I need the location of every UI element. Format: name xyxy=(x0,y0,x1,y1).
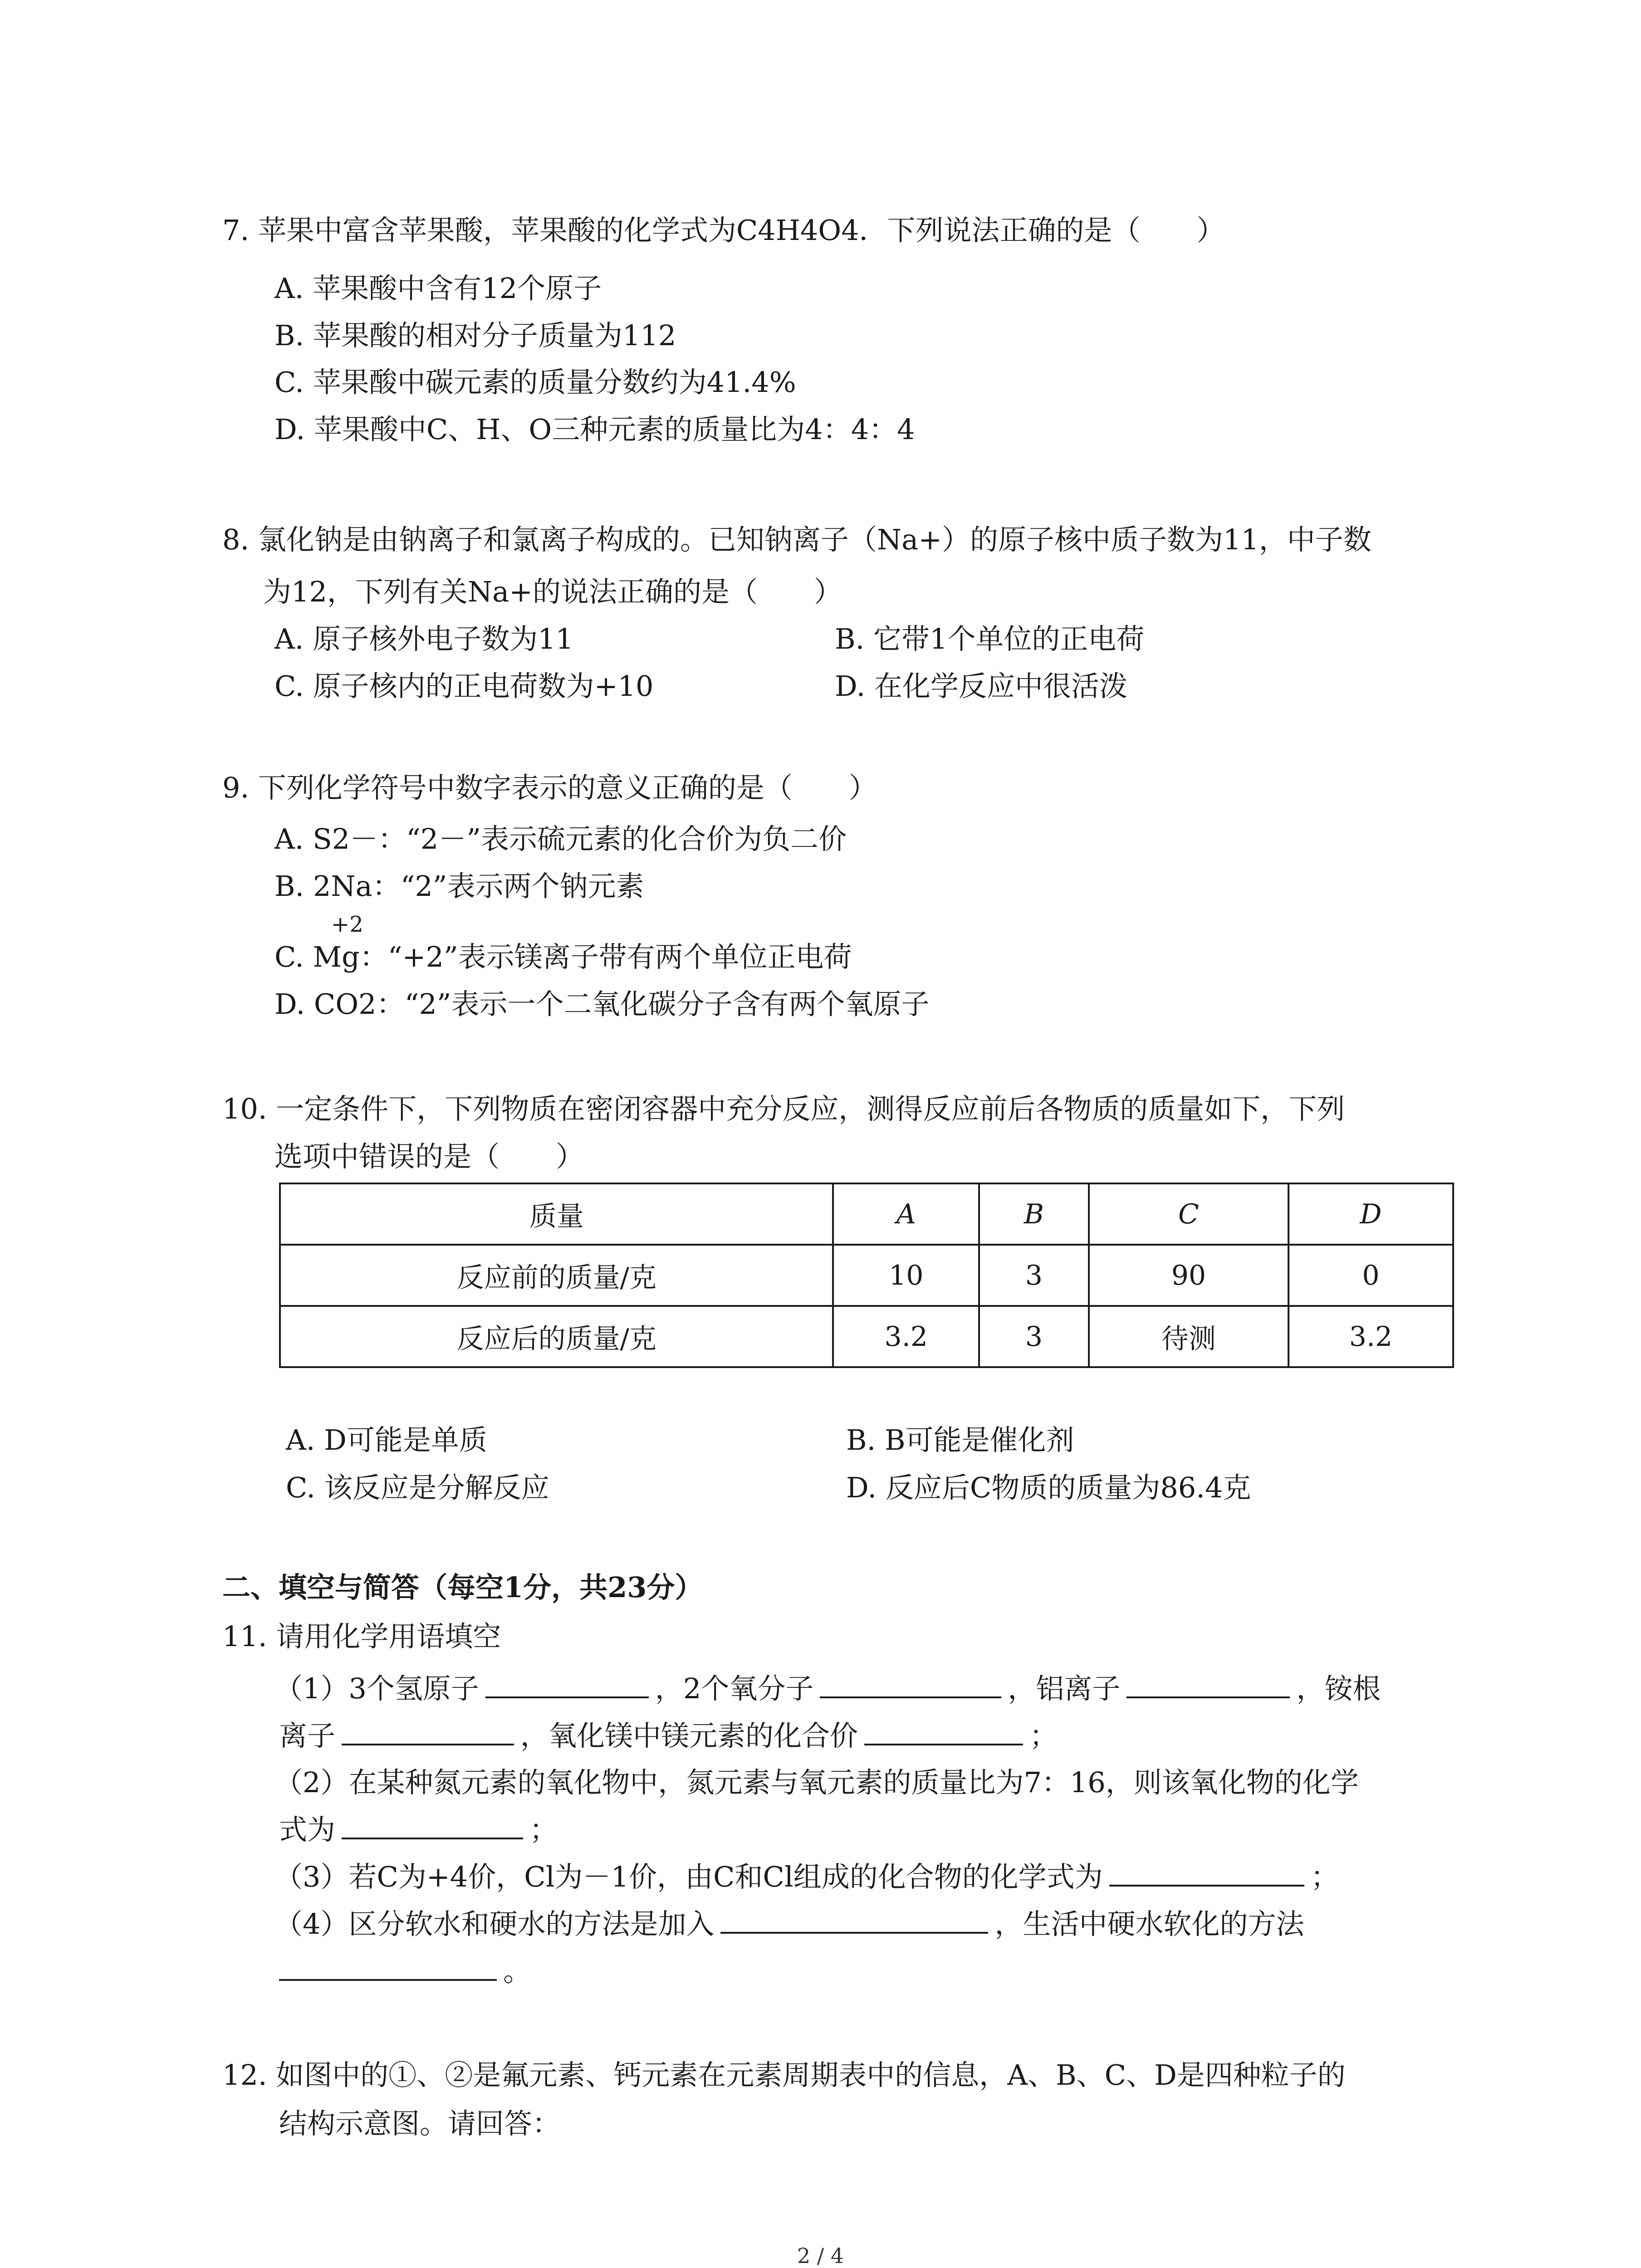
q8-stem-line1: 8. 氯化钠是由钠离子和氯离子构成的。已知钠离子（Na+）的原子核中质子数为11，中子数 xyxy=(222,523,1372,556)
q11-stem: 11. 请用化学用语填空 xyxy=(222,1620,501,1653)
q9-stem: 9. 下列化学符号中数字表示的意义正确的是（ ） xyxy=(222,771,877,804)
q11-l2-text: 离子 xyxy=(279,1719,336,1752)
table-header-cell: D xyxy=(1288,1183,1453,1245)
q10-option-d: D. 反应后C物质的质量为86.4克 xyxy=(846,1471,1251,1504)
answer-blank[interactable] xyxy=(1109,1859,1304,1887)
q7-option-a: A. 苹果酸中含有12个原子 xyxy=(274,272,602,305)
q10-option-b: B. B可能是催化剂 xyxy=(846,1423,1074,1457)
q11-l6-text: （4）区分软水和硬水的方法是加入 xyxy=(274,1907,715,1941)
q7-stem: 7. 苹果中富含苹果酸，苹果酸的化学式为C4H4O4．下列说法正确的是（ ） xyxy=(222,214,1225,247)
q11-l5-text: ； xyxy=(1310,1860,1339,1893)
answer-blank[interactable] xyxy=(342,1812,523,1839)
q9-c-valence-mark: +2 xyxy=(331,912,363,937)
answer-blank[interactable] xyxy=(720,1906,988,1934)
table-cell: 3.2 xyxy=(833,1306,979,1367)
answer-blank[interactable] xyxy=(342,1718,514,1745)
answer-blank[interactable] xyxy=(279,1954,497,1981)
q11-l1-text: （1）3个氢原子 xyxy=(274,1672,479,1705)
q11-line2 xyxy=(279,1718,1058,1754)
q11-l7-text: 。 xyxy=(503,1955,532,1988)
answer-blank[interactable] xyxy=(1127,1671,1290,1698)
q9-option-d: D. CO2：“2”表示一个二氧化碳分子含有两个氧原子 xyxy=(274,987,930,1021)
q10-stem-line1: 10. 一定条件下，下列物质在密闭容器中充分反应，测得反应前后各物质的质量如下，下列 xyxy=(222,1092,1345,1125)
q11-line3: （2）在某种氮元素的氧化物中，氮元素与氧元素的质量比为7：16，则该氧化物的化学 xyxy=(274,1766,1359,1799)
q12-stem-line1: 12. 如图中的①、②是氟元素、钙元素在元素周期表中的信息，A、B、C、D是四种粒子的 xyxy=(222,2058,1346,2092)
q11-line7 xyxy=(279,1953,531,1989)
q11-l4-text: 式为 xyxy=(279,1813,336,1846)
q11-l5-text: （3）若C为+4价，Cl为－1价，由C和Cl组成的化合物的化学式为 xyxy=(274,1860,1103,1893)
q7-option-b: B. 苹果酸的相对分子质量为112 xyxy=(274,319,676,352)
q8-stem-line2: 为12，下列有关Na+的说法正确的是（ ） xyxy=(263,575,843,608)
q11-l6-text: ，生活中硬水软化的方法 xyxy=(994,1907,1304,1941)
q10-stem-line2: 选项中错误的是（ ） xyxy=(274,1140,584,1173)
table-header-cell: B xyxy=(979,1183,1089,1245)
q11-l2-text: ； xyxy=(1029,1719,1058,1752)
q9-option-a: A. S2－：“2－”表示硫元素的化合价为负二价 xyxy=(274,822,847,855)
section-heading: 二、填空与简答（每空1分，共23分） xyxy=(222,1571,703,1604)
table-cell: 10 xyxy=(833,1245,979,1306)
q12-stem-line2: 结构示意图。请回答： xyxy=(279,2107,561,2140)
q7-option-d: D. 苹果酸中C、H、O三种元素的质量比为4：4：4 xyxy=(274,413,915,446)
q8-option-c: C. 原子核内的正电荷数为+10 xyxy=(274,670,654,703)
q11-l1-text: ，铵根 xyxy=(1296,1672,1381,1705)
answer-blank[interactable] xyxy=(864,1718,1023,1745)
table-cell: 3 xyxy=(979,1245,1089,1306)
q8-option-a: A. 原子核外电子数为11 xyxy=(274,622,574,655)
q8-option-b: B. 它带1个单位的正电荷 xyxy=(835,622,1145,655)
table-cell: 0 xyxy=(1288,1245,1453,1306)
q11-l1-text: ，铝离子 xyxy=(1008,1672,1121,1705)
q10-option-a: A. D可能是单质 xyxy=(286,1423,487,1457)
table-header-cell: C xyxy=(1089,1183,1288,1245)
q8-option-d: D. 在化学反应中很活泼 xyxy=(835,670,1127,703)
q11-line6 xyxy=(274,1906,1304,1942)
q11-l2-text: ，氧化镁中镁元素的化合价 xyxy=(520,1719,858,1752)
q11-line5 xyxy=(274,1859,1339,1895)
table-row xyxy=(280,1306,1453,1367)
table-cell: 反应前的质量/克 xyxy=(280,1245,833,1306)
table-cell: 反应后的质量/克 xyxy=(280,1306,833,1367)
q11-line1 xyxy=(274,1671,1381,1707)
table-header-cell: A xyxy=(833,1183,979,1245)
table-cell: 3 xyxy=(979,1306,1089,1367)
answer-blank[interactable] xyxy=(485,1671,649,1698)
q11-l1-text: ，2个氧分子 xyxy=(655,1672,814,1705)
q9-option-b: B. 2Na：“2”表示两个钠元素 xyxy=(274,870,644,903)
table-header-row xyxy=(280,1183,1453,1245)
table-row xyxy=(280,1245,1453,1306)
q9-option-c: C. Mg：“+2”表示镁离子带有两个单位正电荷 xyxy=(274,940,852,973)
q10-mass-table xyxy=(279,1183,1454,1368)
answer-blank[interactable] xyxy=(820,1671,1001,1698)
table-cell: 90 xyxy=(1089,1245,1288,1306)
q7-option-c: C. 苹果酸中碳元素的质量分数约为41.4% xyxy=(274,366,796,399)
table-cell: 3.2 xyxy=(1288,1306,1453,1367)
table-header-cell: 质量 xyxy=(280,1183,833,1245)
q10-option-c: C. 该反应是分解反应 xyxy=(286,1471,549,1504)
page-number: 2 / 4 xyxy=(797,2244,844,2268)
q11-line4 xyxy=(279,1812,558,1848)
q11-l4-text: ； xyxy=(529,1813,558,1846)
table-cell: 待测 xyxy=(1089,1306,1288,1367)
